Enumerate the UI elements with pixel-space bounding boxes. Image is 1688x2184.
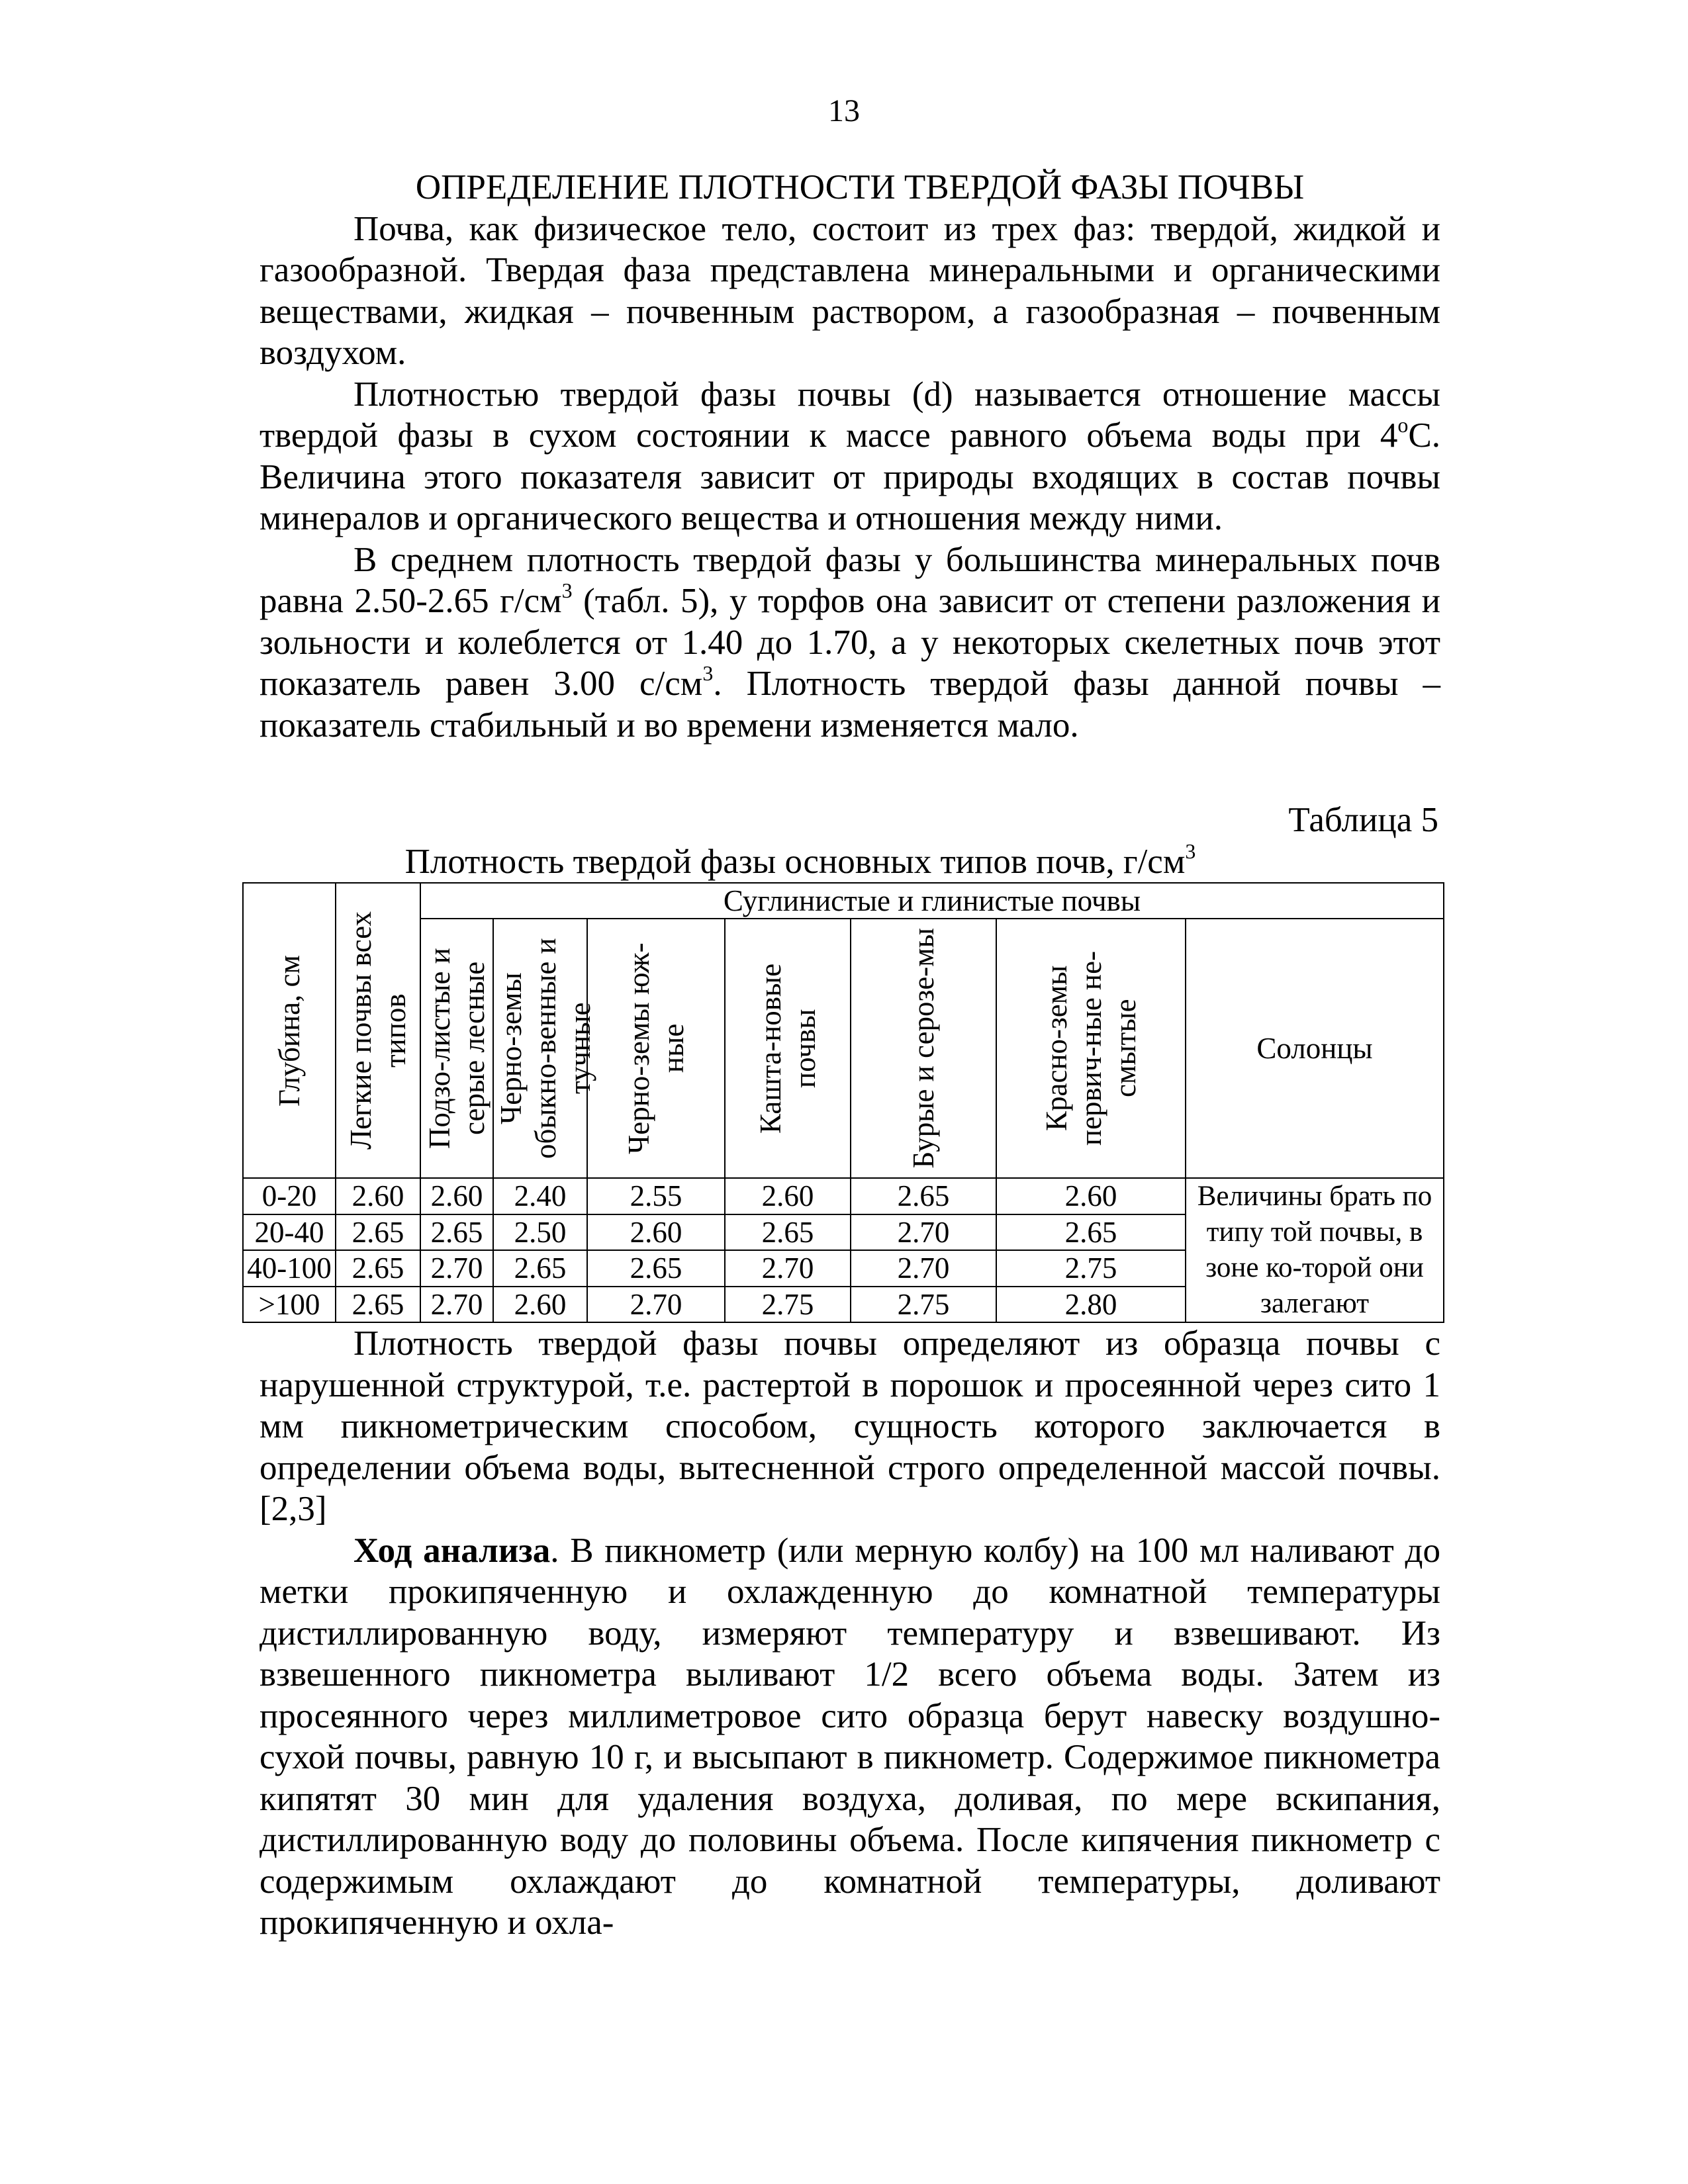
cell-value: 2.70 (851, 1214, 996, 1251)
cell-value: 2.40 (493, 1178, 587, 1214)
paragraph-definition: Плотностью твердой фазы почвы (d) называется отношение массы твердой фазы в сухом состоянии к массе равного объема воды при $4^оС$. Величина этого показателя зависит от природы входящих в состав почвы минералов и органического вещества и отношения между ними. (259, 375, 1440, 537)
table-label: Таблица 5 (1288, 801, 1438, 839)
cell-value: 2.50 (493, 1214, 587, 1251)
cell-value: 2.65 (725, 1214, 851, 1251)
header-brown-serozem: Бурые и серозе-мы (851, 919, 996, 1178)
header-solonets: Солонцы (1186, 919, 1444, 1178)
cell-value: 2.65 (587, 1250, 725, 1287)
header-chernozem-ordinary: Черно-земы обыкно-венные и тучные (493, 919, 587, 1178)
cell-value: 2.65 (336, 1287, 420, 1323)
paragraph-method: Плотность твердой фазы почвы определяют из образца почвы с нарушенной структурой, т.е. растертой в порошок и просеянной через сито 1 мм пикнометрическим способом, сущность которого заключается в определении объема воды, вытесненной строго определенной массой почвы. [2,3] (259, 1324, 1440, 1528)
cell-value: 2.55 (587, 1178, 725, 1214)
cell-value: 2.65 (336, 1250, 420, 1287)
density-table (242, 882, 1444, 1323)
cell-depth: >100 (243, 1287, 336, 1323)
cell-value: 2.70 (420, 1287, 493, 1323)
header-depth: Глубина, см (243, 883, 336, 1178)
paragraph-procedure: Ход анализа. В пикнометр (или мерную колбу) на 100 мл наливают до метки прокипяченную и охлажденную до комнатной температуры дистиллированную воду, измеряют температуру и взвешивают. Из взвешенного пикнометра выливают 1/2 всего объема воды. Затем из просеянного через миллиметровое сито образца берут навеску воздушно-сухой почвы, равную 10 г, и высыпают в пикнометр. Содержимое пикнометра кипятят 30 мин для удаления воздуха, доливая, по мере вскипания, дистиллированную воду до половины объема. После кипячения пикнометр с содержимым охлаждают до комнатной температуры, доливают прокипяченную и охла- (259, 1531, 1440, 1942)
cell-depth: 0-20 (243, 1178, 336, 1214)
document-body (247, 167, 1441, 1944)
solonets-note: Величины брать по типу той почвы, в зоне ко-торой они залегают (1186, 1178, 1444, 1322)
header-light-soils: Легкие почвы всех типов (336, 883, 420, 1178)
table-caption: Плотность твердой фазы основных типов почв, $г/см^3$ (404, 839, 1196, 881)
cell-depth: 40-100 (243, 1250, 336, 1287)
cell-value: 2.70 (587, 1287, 725, 1323)
cell-value: 2.75 (996, 1250, 1186, 1287)
cell-value: 2.75 (725, 1287, 851, 1323)
header-red-soils: Красно-земы первич-ные не-смытые (996, 919, 1186, 1178)
cell-value: 2.60 (336, 1178, 420, 1214)
cell-value: 2.65 (851, 1178, 996, 1214)
paragraph-values: В среднем плотность твердой фазы у большинства минеральных почв равна 2.50-2.65 $г/см^3$ (табл. 5), у торфов она зависит от степени разложения и зольности и колеблется от 1.40 до 1.70, а у некоторых скелетных почв этот показатель равен 3.00 $с/см^3$. Плотность твердой фазы данной почвы – показатель стабильный и во времени изменяется мало. (259, 540, 1441, 745)
table-row (243, 1178, 1444, 1214)
cell-value: 2.75 (851, 1287, 996, 1323)
cell-value: 2.70 (725, 1250, 851, 1287)
cell-value: 2.65 (493, 1250, 587, 1287)
cell-depth: 20-40 (243, 1214, 336, 1251)
page-title: ОПРЕДЕЛЕНИЕ ПЛОТНОСТИ ТВЕРДОЙ ФАЗЫ ПОЧВЫ (415, 168, 1305, 206)
page-number: 13 (828, 93, 860, 128)
cell-value: 2.70 (851, 1250, 996, 1287)
cell-value: 2.65 (996, 1214, 1186, 1251)
header-chernozem-southern: Черно-земы юж-ные (587, 919, 725, 1178)
cell-value: 2.65 (420, 1214, 493, 1251)
cell-value: 2.60 (587, 1214, 725, 1251)
header-group-loamy: Суглинистые и глинистые почвы (420, 883, 1444, 919)
cell-value: 2.60 (725, 1178, 851, 1214)
cell-value: 2.65 (336, 1214, 420, 1251)
cell-value: 2.80 (996, 1287, 1186, 1323)
header-podzolic: Подзо-листые и серые лесные (420, 919, 493, 1178)
procedure-heading: Ход анализа (353, 1531, 551, 1570)
header-chestnut: Кашта-новые почвы (725, 919, 851, 1178)
cell-value: 2.70 (420, 1250, 493, 1287)
cell-value: 2.60 (996, 1178, 1186, 1214)
paragraph-intro: Почва, как физическое тело, состоит из трех фаз: твердой, жидкой и газообразной. Твердая фаза представлена минеральными и органическими веществами, жидкая – почвенным раствором, а газообразная – почвенным воздухом. (259, 209, 1440, 372)
cell-value: 2.60 (420, 1178, 493, 1214)
cell-value: 2.60 (493, 1287, 587, 1323)
